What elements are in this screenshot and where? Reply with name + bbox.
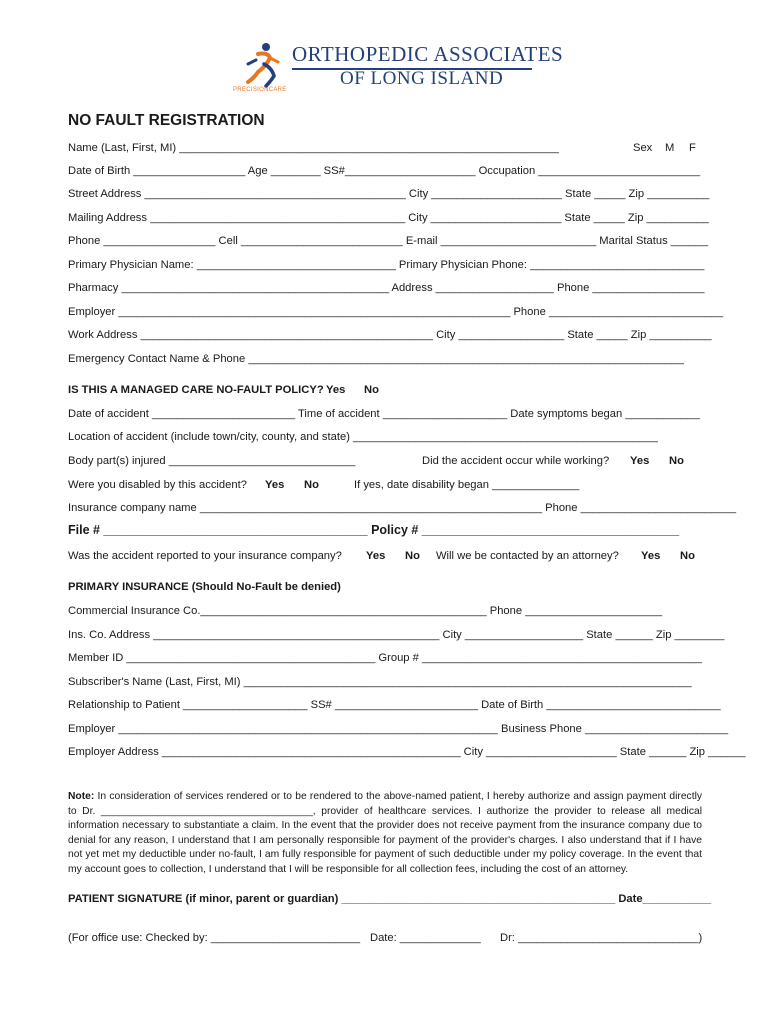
file-policy-field[interactable]: File # ______________________________________ Policy # _____________________________________: [68, 523, 680, 537]
insurance-company-field[interactable]: Insurance company name _______________________________________________________ Phone _________________________: [68, 502, 737, 514]
emergency-contact-field[interactable]: Emergency Contact Name & Phone ______________________________________________________________________: [68, 353, 684, 365]
relationship-field[interactable]: Relationship to Patient ____________________ SS# _______________________ Date of Birth ____________________________: [68, 699, 721, 711]
member-id-field[interactable]: Member ID ________________________________________ Group # _____________________________________________: [68, 652, 702, 664]
form-title: NO FAULT REGISTRATION: [68, 112, 265, 129]
pharmacy-field[interactable]: Pharmacy ___________________________________________ Address ___________________ Phone __________________: [68, 282, 705, 294]
runner-logo-icon: [244, 42, 284, 88]
org-name-line1: ORTHOPEDIC ASSOCIATES: [292, 42, 564, 66]
primary-insurance-heading: PRIMARY INSURANCE (Should No-Fault be denied): [68, 581, 341, 593]
office-checked-by[interactable]: (For office use: Checked by: ________________________: [68, 932, 361, 944]
note-label: Note:: [68, 791, 95, 802]
employer-field[interactable]: Employer _______________________________________________________________ Phone ____________________________: [68, 306, 724, 318]
managed-care-question: IS THIS A MANAGED CARE NO-FAULT POLICY?: [68, 384, 324, 396]
attorney-no[interactable]: No: [680, 550, 695, 562]
mailing-address-field[interactable]: Mailing Address _________________________________________ City _____________________ State _____ Zip __________: [68, 212, 709, 224]
working-no[interactable]: No: [669, 455, 684, 467]
ins-employer-field[interactable]: Employer _____________________________________________________________ Business Phone _______________________: [68, 723, 729, 735]
sex-f-option[interactable]: F: [689, 142, 696, 154]
employer-address-field[interactable]: Employer Address ________________________________________________ City _____________________ State ______ Zip ______: [68, 746, 746, 758]
office-dr[interactable]: Dr: _____________________________): [500, 932, 703, 944]
note-text: In consideration of services rendered or to be rendered to the above-named patient, I hereby authorize and assign payment directly to Dr. _____________________________________, provider of healthcare services. I authorize the provider to release all medical information necessary to substantiate a claim. In the event that the provider does not receive payment from the insurance company due to denial for any reason, I understand that I am personally responsible for payment of the provider's charges. I also understand that if I have not yet met my deductible under no-fault, I am fully responsible for payment of such deductible under my policy coverage. In the event that my account goes to collection, I understand that I will be responsible for all collection fees, including the cost of an attorney.: [68, 791, 702, 875]
tagline: PRECISIONCARE: [233, 87, 287, 93]
dob-field[interactable]: Date of Birth __________________ Age ________ SS#_____________________ Occupation __________________________: [68, 165, 701, 177]
disabled-yes[interactable]: Yes: [265, 479, 285, 491]
primary-physician-field[interactable]: Primary Physician Name: ________________________________ Primary Physician Phone: ____________________________: [68, 259, 705, 271]
ins-address-field[interactable]: Ins. Co. Address ______________________________________________ City ___________________ State ______ Zip ________: [68, 629, 725, 641]
reported-question: Was the accident reported to your insurance company?: [68, 550, 342, 562]
phone-field[interactable]: Phone __________________ Cell __________________________ E-mail _________________________ Marital Status ______: [68, 235, 709, 247]
attorney-yes[interactable]: Yes: [641, 550, 661, 562]
work-address-field[interactable]: Work Address _______________________________________________ City _________________ State _____ Zip __________: [68, 329, 712, 341]
org-name-line2: OF LONG ISLAND: [340, 68, 504, 89]
disabled-no[interactable]: No: [304, 479, 319, 491]
managed-care-no[interactable]: No: [364, 384, 379, 396]
name-field[interactable]: Name (Last, First, MI) _____________________________________________________________: [68, 142, 559, 154]
reported-yes[interactable]: Yes: [366, 550, 386, 562]
assignment-note: [68, 790, 702, 877]
subscriber-name-field[interactable]: Subscriber's Name (Last, First, MI) ________________________________________________________________________: [68, 676, 692, 688]
accident-location-field[interactable]: Location of accident (include town/city, county, and state) _________________________________________________: [68, 431, 658, 443]
disability-date-field[interactable]: If yes, date disability began ______________: [354, 479, 580, 491]
reported-no[interactable]: No: [405, 550, 420, 562]
sex-m-option[interactable]: M: [665, 142, 675, 154]
office-date[interactable]: Date: _____________: [370, 932, 481, 944]
sex-label: Sex: [633, 142, 653, 154]
working-question: Did the accident occur while working?: [422, 455, 610, 467]
attorney-question: Will we be contacted by an attorney?: [436, 550, 619, 562]
street-address-field[interactable]: Street Address __________________________________________ City _____________________ State _____ Zip __________: [68, 188, 710, 200]
body-parts-field[interactable]: Body part(s) injured ______________________________: [68, 455, 356, 467]
patient-signature-field[interactable]: PATIENT SIGNATURE (if minor, parent or guardian) ____________________________________________ Date___________: [68, 893, 712, 905]
disabled-question: Were you disabled by this accident?: [68, 479, 247, 491]
accident-date-field[interactable]: Date of accident _______________________ Time of accident ____________________ Date symptoms began ____________: [68, 408, 700, 420]
managed-care-yes[interactable]: Yes: [326, 384, 346, 396]
commercial-insurance-field[interactable]: Commercial Insurance Co.______________________________________________ Phone ______________________: [68, 605, 663, 617]
working-yes[interactable]: Yes: [630, 455, 650, 467]
